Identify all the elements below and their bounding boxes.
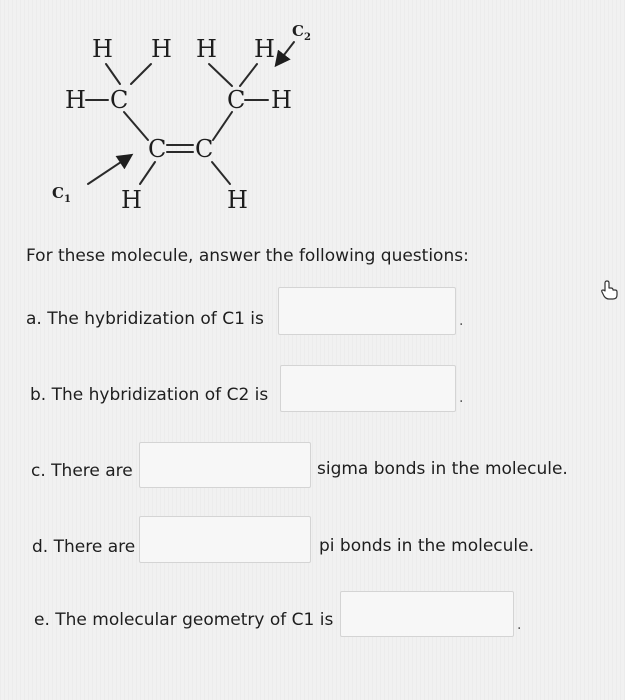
atom-h-right: H bbox=[271, 86, 292, 114]
bond-h2-c-left bbox=[131, 64, 151, 84]
atom-h-top-1: H bbox=[92, 35, 113, 63]
answer-e-period: . bbox=[517, 617, 522, 633]
question-c-suffix: sigma bonds in the molecule. bbox=[317, 459, 568, 479]
question-intro: For these molecule, answer the following questions: bbox=[26, 246, 469, 266]
answer-a-period: . bbox=[459, 313, 464, 329]
label-c2-subscript: 2 bbox=[304, 32, 311, 43]
question-d-label: d. There are bbox=[32, 537, 136, 557]
question-a-label: a. The hybridization of C1 is bbox=[26, 309, 264, 329]
question-c-label: c. There are bbox=[31, 461, 133, 481]
atom-h-top-2: H bbox=[151, 35, 172, 63]
atom-c-mid-left: C bbox=[148, 135, 167, 163]
bond-h1-c-left bbox=[106, 64, 120, 84]
bond-h3-c-right bbox=[209, 64, 232, 86]
answer-e-box[interactable] bbox=[340, 591, 514, 637]
question-e-label: e. The molecular geometry of C1 is bbox=[34, 610, 334, 630]
answer-b-box[interactable] bbox=[280, 365, 456, 412]
atom-h-left: H bbox=[65, 86, 86, 114]
answer-a-box[interactable] bbox=[278, 287, 456, 335]
bond-c-left-c-mid bbox=[124, 112, 148, 140]
bond-c-mid-left-h bbox=[140, 162, 155, 184]
atom-c-left: C bbox=[110, 86, 129, 114]
atom-h-top-4: H bbox=[254, 35, 275, 63]
answer-c-box[interactable] bbox=[139, 442, 311, 488]
arrow-c2 bbox=[277, 42, 294, 64]
atom-h-bottom-left: H bbox=[121, 186, 142, 214]
hand-cursor-icon bbox=[600, 279, 622, 301]
atom-c-right: C bbox=[227, 86, 246, 114]
label-c1-subscript: 1 bbox=[64, 194, 71, 205]
question-b-label: b. The hybridization of C2 is bbox=[30, 385, 269, 405]
label-c2: C bbox=[292, 22, 304, 40]
arrow-c1 bbox=[88, 156, 130, 184]
molecule-diagram bbox=[0, 0, 625, 230]
bond-c-mid-right-h bbox=[212, 162, 230, 184]
question-d-suffix: pi bonds in the molecule. bbox=[319, 536, 534, 556]
answer-d-box[interactable] bbox=[139, 516, 311, 563]
atom-c-mid-right: C bbox=[195, 135, 214, 163]
bond-c-right-c-mid bbox=[213, 112, 232, 140]
label-c1: C bbox=[52, 184, 64, 202]
atom-h-top-3: H bbox=[196, 35, 217, 63]
bond-h4-c-right bbox=[240, 64, 257, 86]
answer-b-period: . bbox=[459, 390, 464, 406]
atom-h-bottom-right: H bbox=[227, 186, 248, 214]
